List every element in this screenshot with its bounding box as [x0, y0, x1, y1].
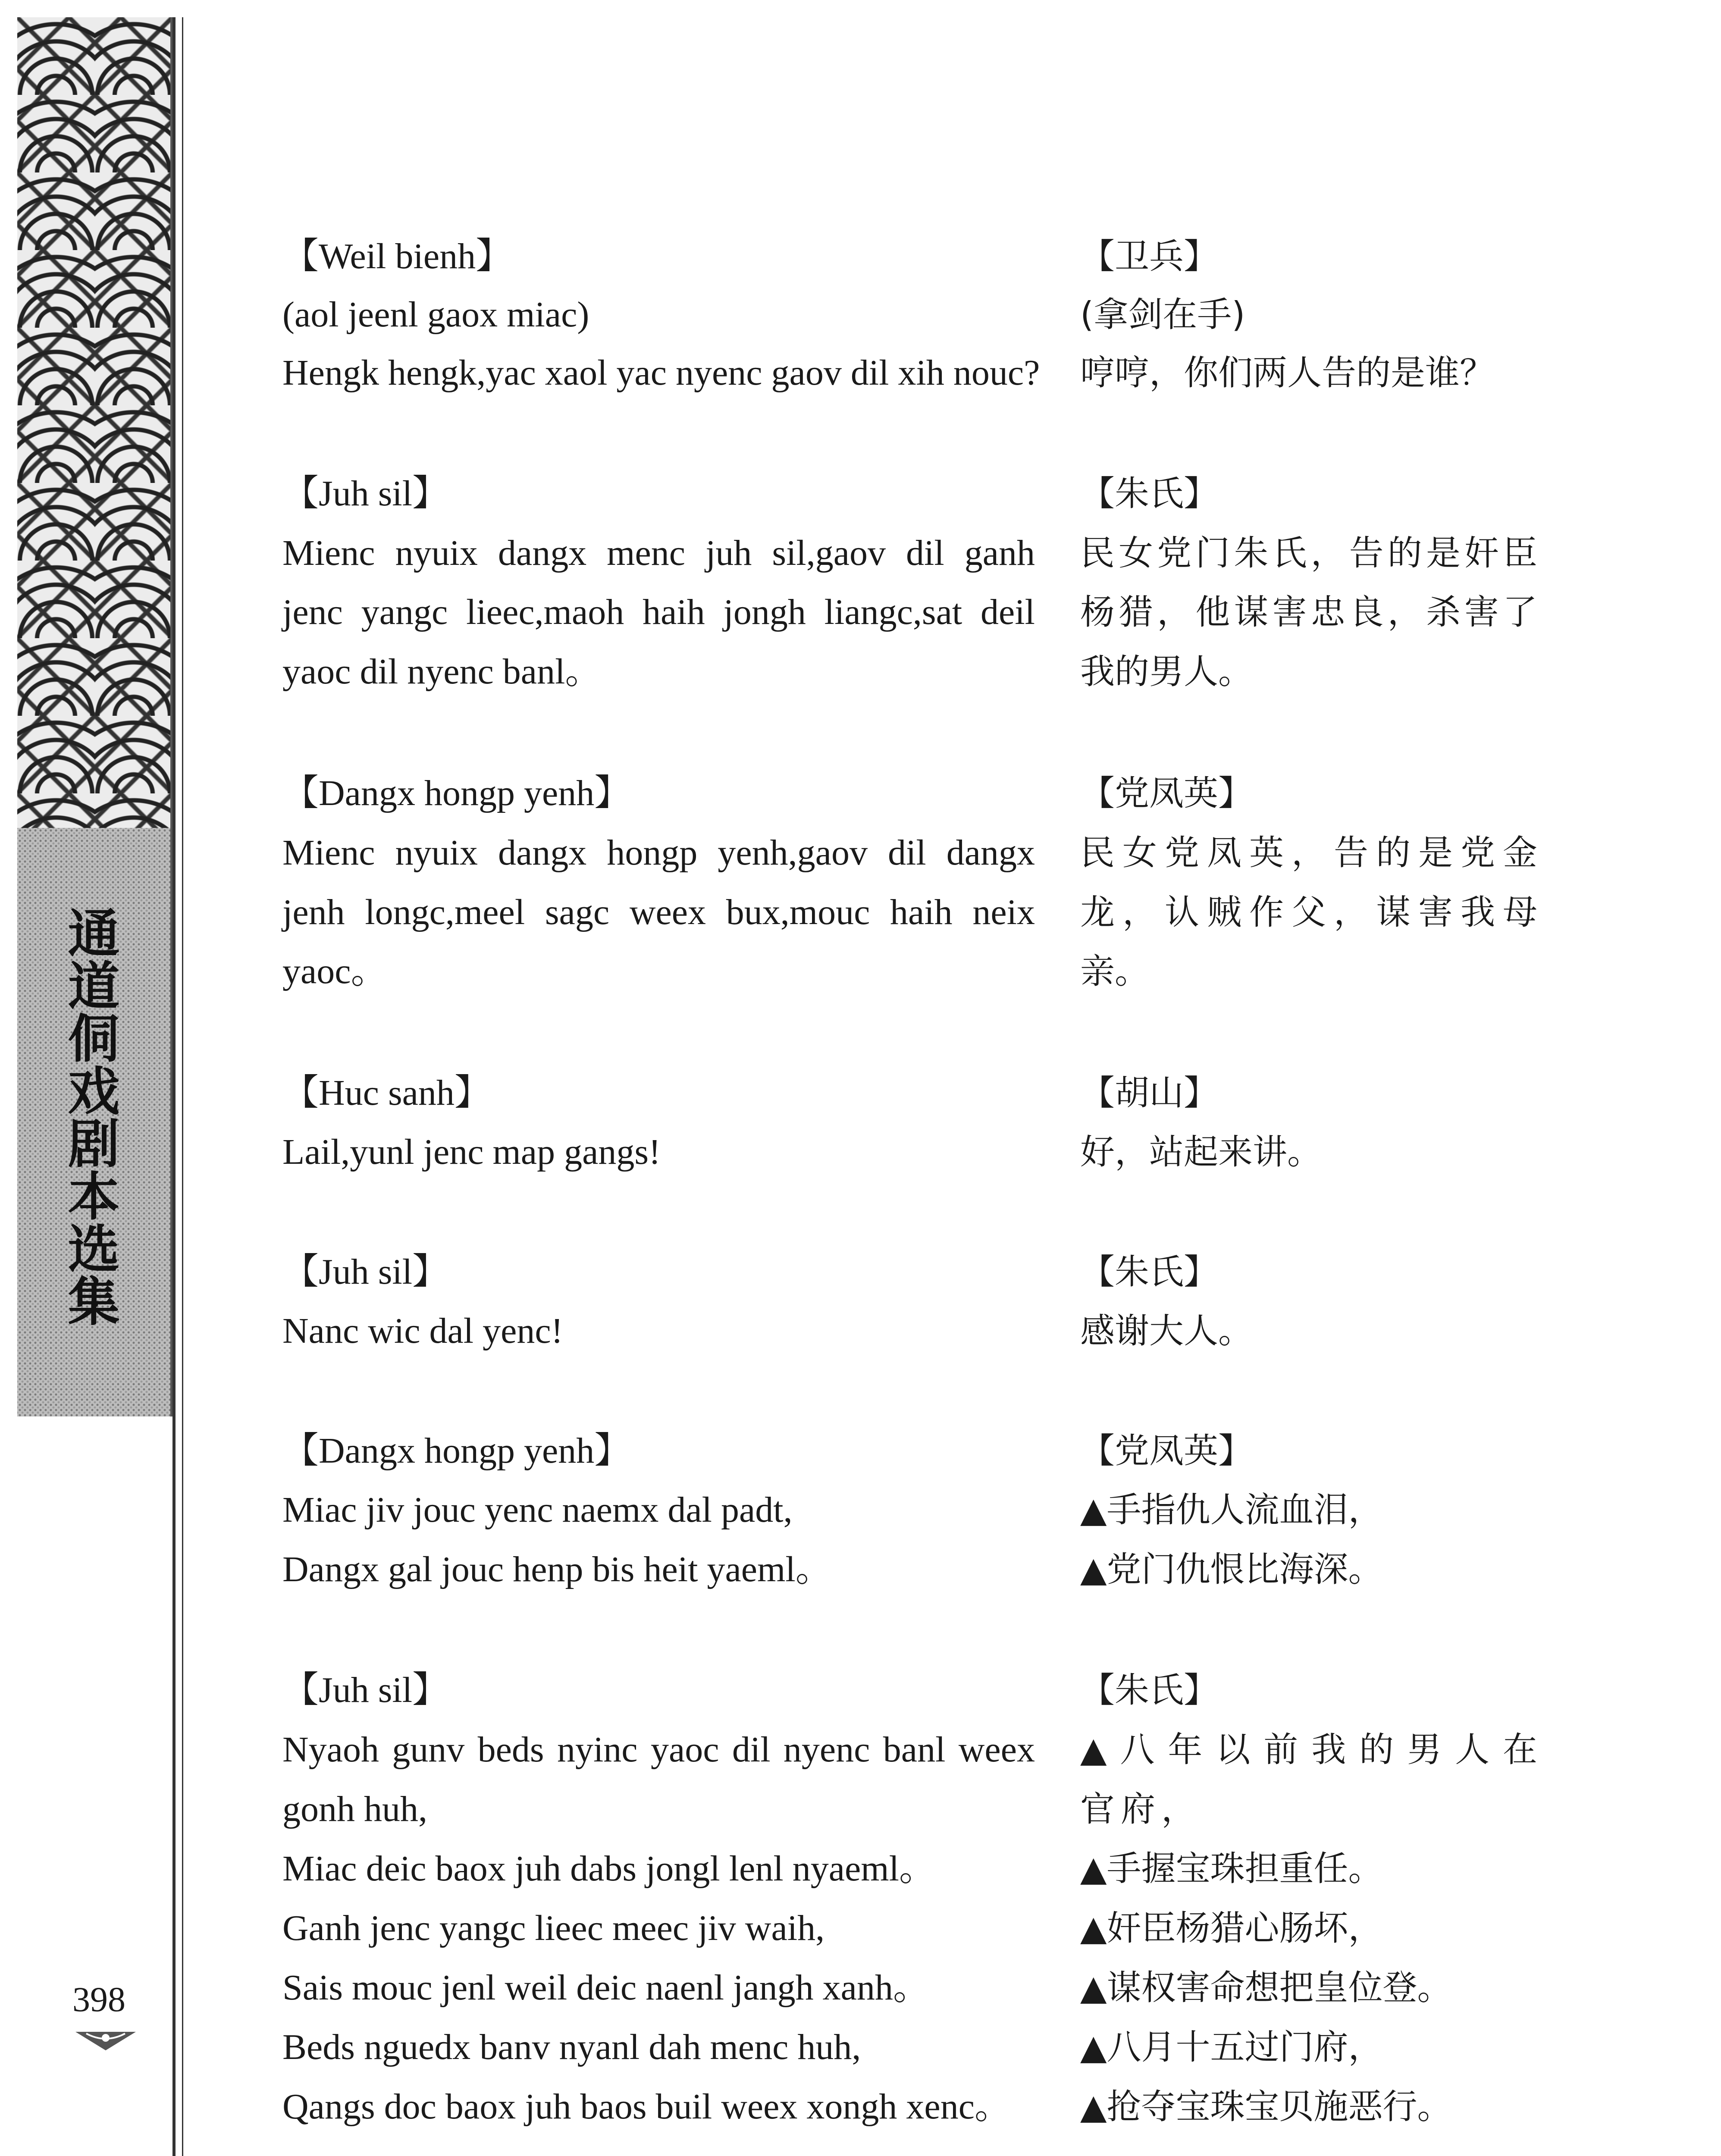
zh-speaker: 【党凤英】: [1080, 1431, 1253, 1471]
zh-line: 官府，: [1080, 1789, 1202, 1829]
dong-line: Nyaoh gunv beds nyinc yaoc dil nyenc banl weex: [282, 1730, 1035, 1770]
dong-line: Miac deic baox juh dabs jongl lenl nyaeml。: [282, 1849, 935, 1889]
zh-line: 民女党凤英，告的是党金: [1080, 833, 1537, 873]
zh-line: 我的男人。: [1080, 652, 1253, 692]
zh-speaker: 【党凤英】: [1080, 773, 1253, 813]
zh-line: 亲。: [1080, 951, 1149, 991]
dong-line: Qangs doc baox juh baos buil weex xongh xenc。: [282, 2087, 1011, 2127]
zh-line: 感谢大人。: [1080, 1311, 1253, 1351]
dong-line: yaoc。: [282, 951, 387, 991]
zh-speaker: 【朱氏】: [1080, 1670, 1218, 1710]
zh-line: ▲谋权害命想把皇位登。: [1080, 1968, 1452, 2008]
book-title: 通 道 侗 戏 剧 本 选 集: [68, 903, 120, 1332]
zh-line: ▲奸臣杨猎心肠坏，: [1080, 1908, 1383, 1948]
zh-line: ▲抢夺宝珠宝贝施恶行。: [1080, 2087, 1452, 2127]
dong-line: Beds nguedx banv nyanl dah menc huh,: [282, 2027, 861, 2067]
zh-line: 龙，认贼作父，谋害我母: [1080, 892, 1537, 932]
dong-line: Mienc nyuix dangx hongp yenh,gaov dil dangx: [282, 833, 1035, 873]
zh-line: 杨猎，他谋害忠良，杀害了: [1080, 592, 1537, 632]
dong-line: jenc yangc lieec,maoh haih jongh liangc,sat deil: [282, 592, 1035, 632]
dong-speaker: 【Weil bienh】: [282, 236, 512, 276]
dong-line: Dangx gal jouc henp bis heit yaeml。: [282, 1549, 832, 1589]
zh-line: 民女党门朱氏，告的是奸臣: [1080, 533, 1537, 573]
dong-line: Nanc wic dal yenc!: [282, 1311, 563, 1351]
dong-speaker: 【Dangx hongp yenh】: [282, 773, 631, 813]
dong-speaker: 【Dangx hongp yenh】: [282, 1431, 631, 1471]
zh-line: ▲党门仇恨比海深。: [1080, 1549, 1383, 1589]
page-number: 398: [72, 1980, 125, 2019]
margin-rule-thin: [182, 17, 183, 2156]
dong-stage-direction: (aol jeenl gaox miac): [282, 295, 589, 335]
zh-line: ▲八年以前我的男人在: [1080, 1730, 1537, 1770]
dong-line: Miac jiv jouc yenc naemx dal padt,: [282, 1490, 793, 1530]
dong-speaker: 【Juh sil】: [282, 1252, 449, 1292]
zh-line: 哼哼，你们两人告的是谁？: [1080, 353, 1494, 393]
zh-line: 好，站起来讲。: [1080, 1132, 1322, 1172]
zh-line: ▲八月十五过门府，: [1080, 2027, 1383, 2067]
zh-speaker: 【朱氏】: [1080, 473, 1218, 514]
dong-line: yaoc dil nyenc banl。: [282, 652, 602, 692]
dong-speaker: 【Juh sil】: [282, 1670, 449, 1710]
dong-speaker: 【Juh sil】: [282, 473, 449, 514]
dong-line: gonh huh,: [282, 1789, 427, 1829]
dong-line: Hengk hengk,yac xaol yac nyenc gaov dil xih nouc?: [282, 353, 1040, 393]
dong-line: Mienc nyuix dangx menc juh sil,gaov dil ganh: [282, 533, 1035, 573]
zh-line: ▲手指仇人流血泪，: [1080, 1490, 1383, 1530]
zh-stage-direction: (拿剑在手): [1080, 295, 1245, 335]
zh-speaker: 【胡山】: [1080, 1073, 1218, 1113]
dong-speaker: 【Huc sanh】: [282, 1073, 491, 1113]
dong-line: Lail,yunl jenc map gangs!: [282, 1132, 661, 1172]
zh-speaker: 【卫兵】: [1080, 236, 1218, 276]
decorative-cloud-pattern: [17, 17, 173, 828]
ornament-icon: [73, 2027, 138, 2053]
margin-rule: [172, 17, 176, 2156]
dong-line: Ganh jenc yangc lieec meec jiv waih,: [282, 1908, 825, 1948]
zh-speaker: 【朱氏】: [1080, 1252, 1218, 1292]
book-title-band: [17, 828, 173, 1416]
dong-line: Sais mouc jenl weil deic naenl jangh xanh。: [282, 1968, 929, 2008]
dong-line: jenh longc,meel sagc weex bux,mouc haih neix: [282, 892, 1035, 932]
zh-line: ▲手握宝珠担重任。: [1080, 1849, 1383, 1889]
